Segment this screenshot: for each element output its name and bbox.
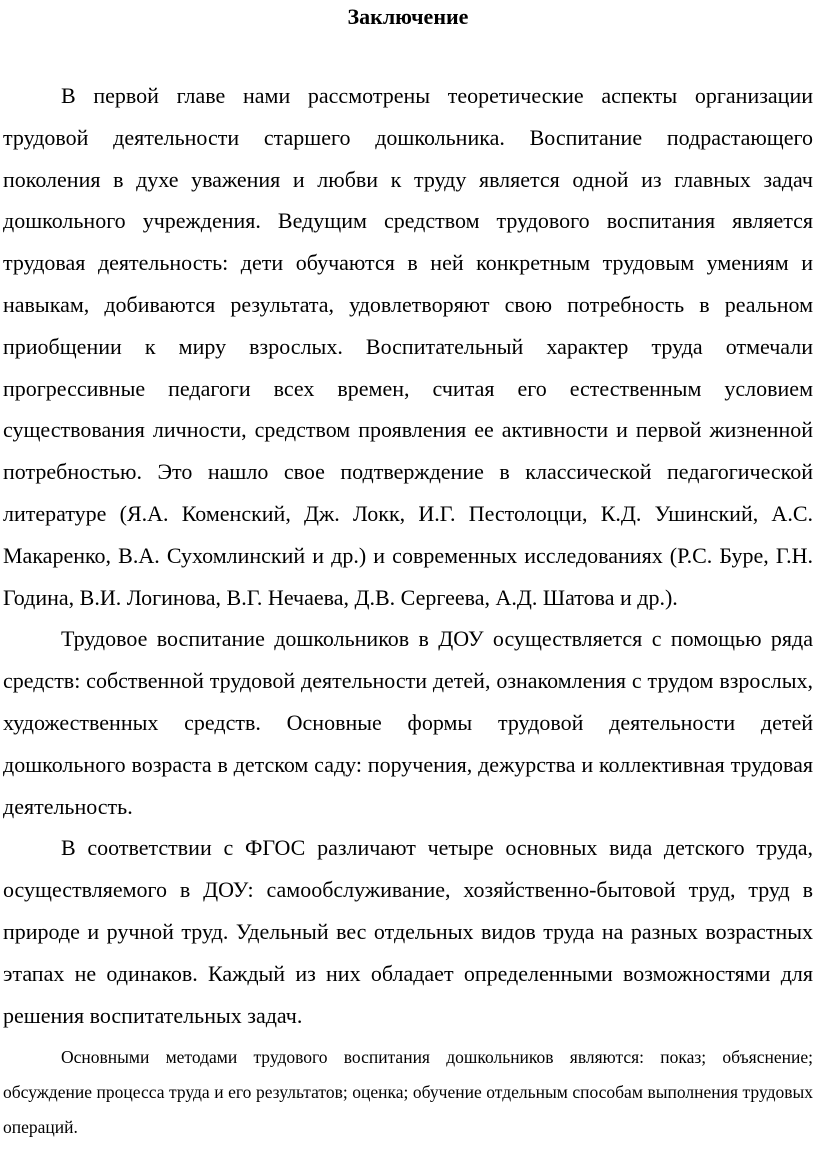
document-body — [3, 75, 813, 1145]
paragraph-means: Трудовое воспитание дошкольников в ДОУ осуществляется с помощью ряда средств: собственной трудовой деятельности детей, ознакомления с трудом взрослых, художественных средств. Основные формы трудовой деятельности детей дошкольного возраста в детском саду: поручения, дежурства и коллективная трудовая деятельность. — [3, 626, 813, 819]
paragraph-methods: Основными методами трудового воспитания дошкольников являются: показ; объяснение; обсуждение процесса труда и его результатов; оценка; обучение отдельным способам выполнения трудовых операций. — [3, 1047, 813, 1138]
document-title: Заключение — [347, 4, 469, 29]
paragraph-theory: В первой главе нами рассмотрены теоретические аспекты организации трудовой деятельности старшего дошкольника. Воспитание подрастающего поколения в духе уважения и любви к труду является одной из главных задач дошкольного учреждения. Ведущим средством трудового воспитания является трудовая деятельность: дети обучаются в ней конкретным трудовым умениям и навыкам, добиваются результата, удовлетворяют свою потребность в реальном приобщении к миру взрослых. Воспитательный характер труда отмечали прогрессивные педагоги всех времен, считая его естественным условием существования личности, средством проявления ее активности и первой жизненной потребностью. Это нашло свое подтверждение в классической педагогической литературе (Я.А. Коменский, Дж. Локк, И.Г. Пестолоцци, К.Д. Ушинский, А.С. Макаренко, В.А. Сухомлинский и др.) и современных исследованиях (Р.С. Буре, Г.Н. Година, В.И. Логинова, В.Г. Нечаева, Д.В. Сергеева, А.Д. Шатова и др.). — [3, 83, 813, 610]
paragraph-types: В соответствии с ФГОС различают четыре основных вида детского труда, осуществляемого в ДОУ: самообслуживание, хозяйственно-бытовой труд, труд в природе и ручной труд. Удельный вес отдельных видов труда на разных возрастных этапах не одинаков. Каждый из них обладает определенными возможностями для решения воспитательных задач. — [3, 835, 813, 1028]
